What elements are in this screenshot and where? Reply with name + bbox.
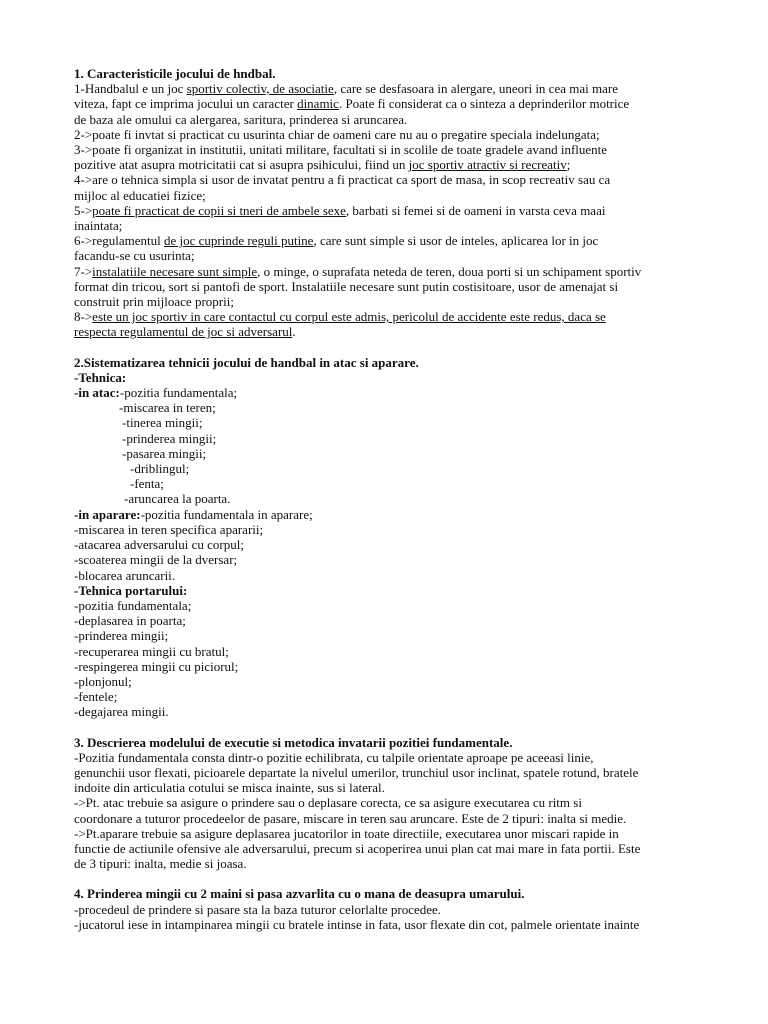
portar-item: -plonjonul; [74,673,132,689]
s1-p4-line2: mijloc al educatiei fizice; [74,187,206,203]
s3-p1-line1: -Pozitia fundamentala consta dintr-o pozitie echilibrata, cu talpile orientate aproape pe aceeasi linie, [74,749,594,765]
s3-p3-line3: de 3 tipuri: inalta, medie si joasa. [74,856,247,872]
s1-p8-line1: 8->este un joc sportiv in care contactul cu corpul este admis, pericolul de accidente este redus, daca se [74,309,606,325]
section-3-title: 3. Descrierea modelului de executie si metodica invatarii pozitiei fundamentale. [74,734,513,750]
s1-p3-line1: 3->poate fi organizat in institutii, unitati militare, facultati si in scolile de toate gradele avand influente [74,142,608,158]
aparare-item: -miscarea in teren specifica apararii; [74,521,264,537]
s3-p3-line1: ->Pt.aparare trebuie sa asigure deplasarea jucatorilor in toate directiile, executarea unor miscari rapide in [74,825,619,841]
s3-p1-line2: genunchii usor flexati, picioarele departate la nivelul umerilor, trunchiul usor inclinat, spatele rotund, bratele [74,764,639,780]
atac-item: -prinderea mingii; [122,430,217,446]
document-page [74,66,702,932]
portar-heading: -Tehnica portarului: [74,582,188,598]
s3-p2-line1: ->Pt. atac trebuie sa asigure o prindere sau o deplasare corecta, ce sa asigure executarea cu ritm si [74,795,582,811]
s4-p1: -procedeul de prindere si pasare sta la baza tuturor celorlalte procedee. [74,901,442,917]
spacer [74,340,702,355]
s1-p4-line1: 4->are o tehnica simpla si usor de invatat pentru a fi practicat ca sport de masa, in scop recreativ sau ca [74,172,611,188]
aparare-item: -blocarea aruncarii. [74,567,176,583]
s3-p1-line3: indoite din articulatia cotului se misca inainte, sus si lateral. [74,780,385,796]
s1-p7-line3: construit prin mijloace proprii; [74,294,234,310]
tehnica-heading: -Tehnica: [74,369,127,385]
portar-item: -pozitia fundamentala; [74,597,192,613]
atac-item: -tinerea mingii; [122,415,203,431]
portar-item: -recuperarea mingii cu bratul; [74,643,229,659]
section-2-title: 2.Sistematizarea tehnicii jocului de handbal in atac si aparare. [74,354,419,370]
s1-p1-line1: 1-Handbalul e un joc sportiv colectiv, de asociatie, care se desfasoara in alergare, uneori in cea mai mare [74,81,618,97]
s1-p7-line2: format din tricou, sort si pantofi de sport. Instalatiile necesare sunt putin costisitoare, usor de amenajat si [74,278,619,294]
aparare-line: -in aparare:-pozitia fundamentala in aparare; [74,506,313,522]
spacer [74,720,702,735]
s1-p6-line1: 6->regulamentul de joc cuprinde reguli putine, care sunt simple si usor de inteles, aplicarea lor in joc [74,233,599,249]
s1-p6-line2: facandu-se cu usurinta; [74,248,195,264]
portar-item: -deplasarea in poarta; [74,613,186,629]
s1-p3-line2: pozitive atat asupra motricitatii cat si asupra psihicului, fiind un joc sportiv atractiv si recreativ; [74,157,571,173]
portar-item: -degajarea mingii. [74,704,169,720]
portar-item: -prinderea mingii; [74,628,169,644]
s1-p2: 2->poate fi invtat si practicat cu usurinta chiar de oameni care nu au o pregatire speciala indelungata; [74,126,600,142]
portar-item: -fentele; [74,689,118,705]
s3-p2-line2: coordonare a tuturor procedeelor de pasare, miscare in teren sau aruncare. Este de 2 tipuri: inalta si medie. [74,810,627,826]
aparare-item: -scoaterea mingii de la dversar; [74,552,238,568]
s1-p7-line1: 7->instalatiile necesare sunt simple, o minge, o suprafata neteda de teren, doua porti si un schipament sportiv [74,263,642,279]
atac-item: -aruncarea la poarta. [124,491,231,507]
section-4-title: 4. Prinderea mingii cu 2 maini si pasa azvarlita cu o mana de deasupra umarului. [74,886,525,902]
s1-p5-line1: 5->poate fi practicat de copii si tneri de ambele sexe, barbati si femei si de oameni in varsta ceva maai [74,202,606,218]
s1-p1-line3: de baza ale omului ca alergarea, saritura, prinderea si aruncarea. [74,111,408,127]
s3-p3-line2: functie de actiunile ofensive ale adversarului, precum si acoperirea unui plan cat mai mare in fata portii. Este [74,840,641,856]
atac-item: -fenta; [130,476,164,492]
spacer [74,871,702,886]
s1-p5-line2: inaintata; [74,218,123,234]
aparare-item: -atacarea adversarului cu corpul; [74,537,244,553]
atac-item: -driblingul; [130,461,190,477]
atac-item: -pasarea mingii; [122,445,207,461]
atac-item: -miscarea in teren; [119,400,216,416]
atac-line: -in atac:-pozitia fundamentala; [74,385,238,401]
portar-item: -respingerea mingii cu piciorul; [74,658,239,674]
s1-p8-line2: respecta regulamentul de joc si adversarul. [74,324,296,340]
s4-p2: -jucatorul iese in intampinarea mingii cu bratele intinse in fata, usor flexate din cot, palmele orientate inainte [74,916,640,932]
section-1-title: 1. Caracteristicile jocului de hndbal. [74,66,276,81]
s1-p1-line2: viteza, fapt ce imprima jocului un caracter dinamic. Poate fi considerat ca o sinteza a deprinderilor motrice [74,96,630,112]
